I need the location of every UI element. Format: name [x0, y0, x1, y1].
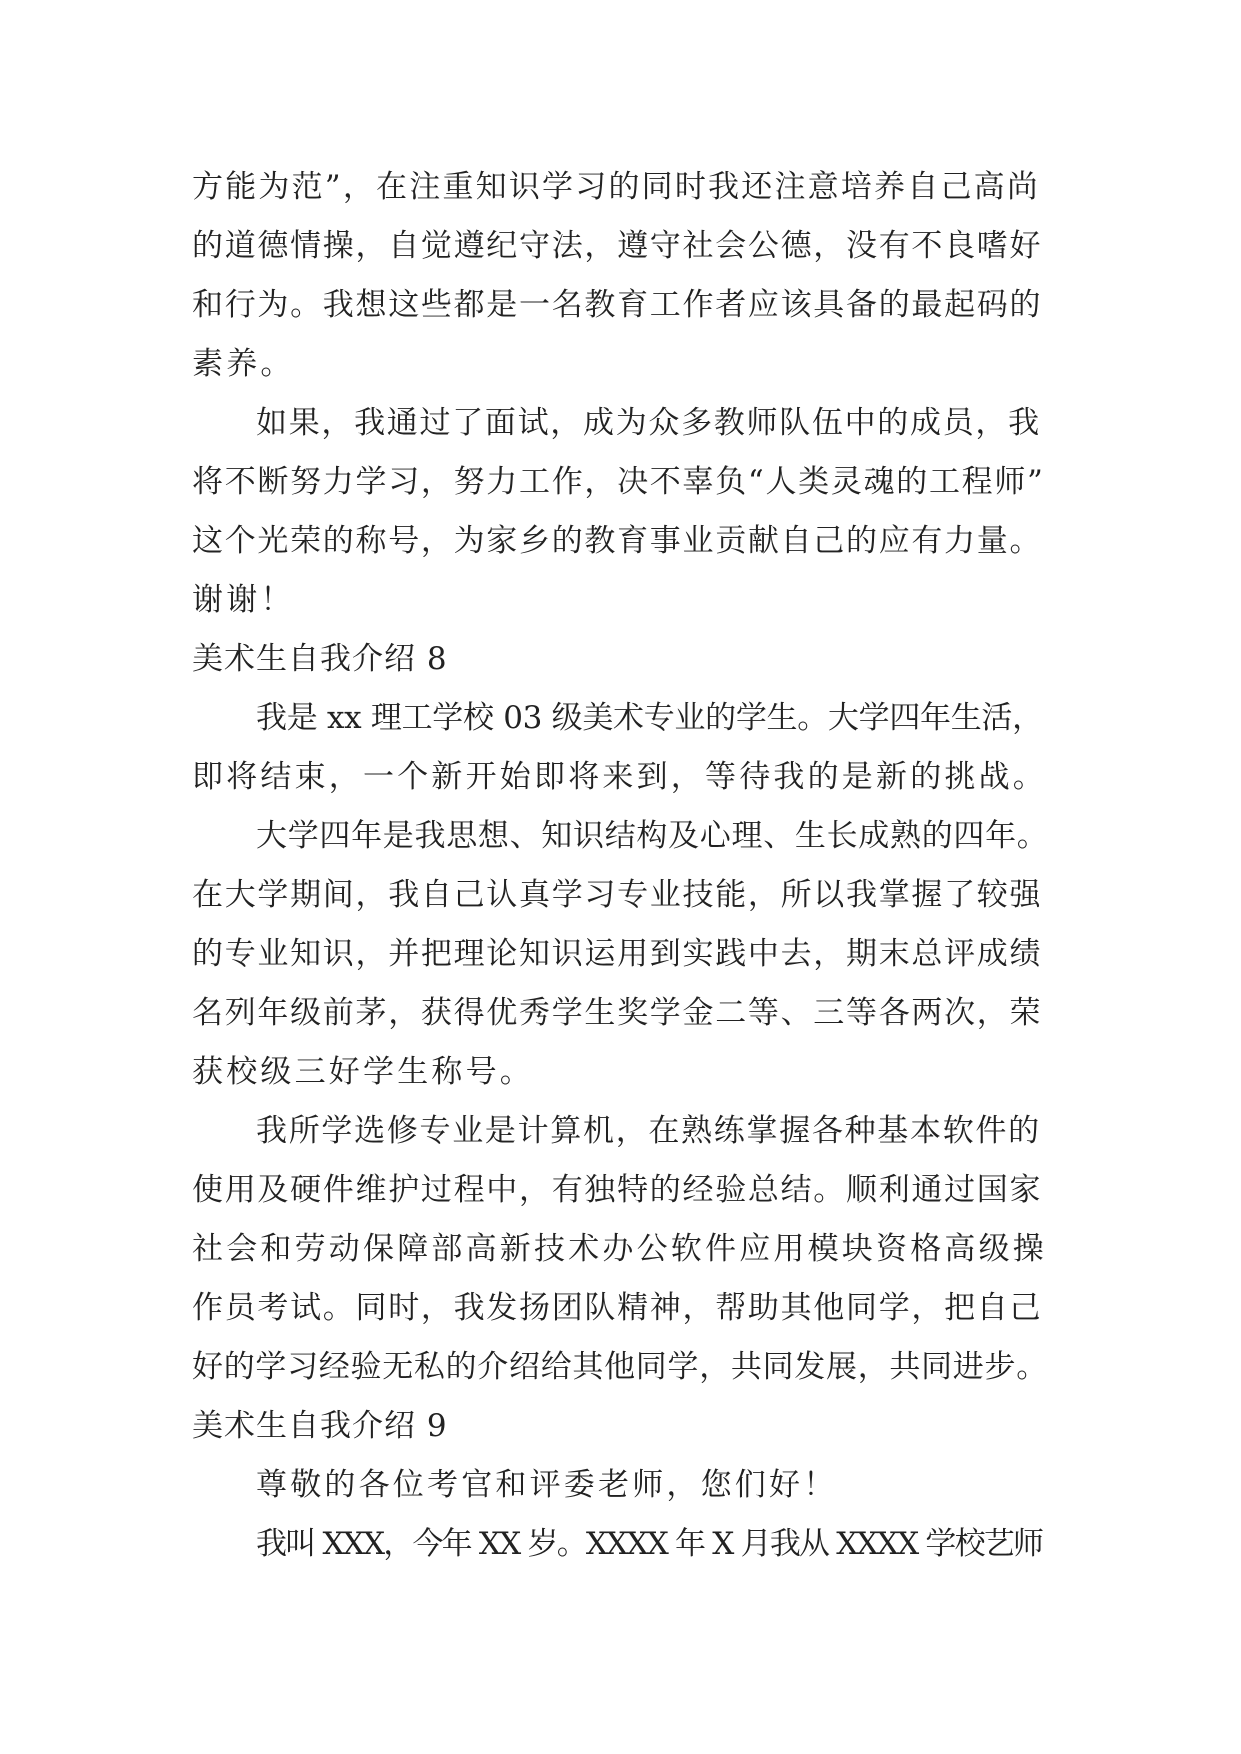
paragraph-start: 大学四年是我思想、知识结构及心理、生长成熟的四年。: [256, 818, 1049, 854]
text-line: 素养。: [192, 346, 295, 382]
paragraph-start: 我是 xx 理工学校 03 级美术专业的学生。大学四年生活，: [256, 700, 1043, 736]
text-line: 的专业知识，并把理论知识运用到实践中去，期末总评成绩: [192, 936, 1043, 972]
text-line: 谢谢！: [192, 582, 295, 618]
paragraph-start: 我所学选修专业是计算机，在熟练掌握各种基本软件的: [256, 1113, 1041, 1149]
paragraph-start: 我叫 XXX，今年 XX 岁。XXXX 年 X 月我从 XXXX 学校艺师: [256, 1526, 1043, 1562]
text-line: 和行为。我想这些都是一名教育工作者应该具备的最起码的: [192, 287, 1043, 323]
text-line: 这个光荣的称号，为家乡的教育事业贡献自己的应有力量。: [192, 523, 1043, 559]
text-line: 方能为范”，在注重知识学习的同时我还注意培养自己高尚: [192, 169, 1041, 205]
text-line: 作员考试。同时，我发扬团队精神，帮助其他同学，把自己: [192, 1290, 1043, 1326]
text-line: 名列年级前茅，获得优秀学生奖学金二等、三等各两次，荣: [192, 995, 1043, 1031]
text-line: 使用及硬件维护过程中，有独特的经验总结。顺利通过国家: [192, 1172, 1043, 1208]
section-heading: 美术生自我介绍 8: [192, 641, 448, 677]
text-line: 社会和劳动保障部高新技术办公软件应用模块资格高级操: [192, 1231, 1047, 1267]
text-line: 的道德情操，自觉遵纪守法，遵守社会公德，没有不良嗜好: [192, 228, 1043, 264]
paragraph-start: 如果，我通过了面试，成为众多教师队伍中的成员，我: [256, 405, 1041, 441]
document-body: [192, 158, 1052, 1574]
text-line: 好的学习经验无私的介绍给其他同学，共同发展，共同进步。: [192, 1349, 1048, 1385]
text-line: 获校级三好学生称号。: [192, 1054, 534, 1090]
text-line: 在大学期间，我自己认真学习专业技能，所以我掌握了较强: [192, 877, 1043, 913]
paragraph-start: 尊敬的各位考官和评委老师，您们好！: [256, 1467, 838, 1503]
section-heading: 美术生自我介绍 9: [192, 1408, 448, 1444]
text-line: 将不断努力学习，努力工作，决不辜负“人类灵魂的工程师”: [192, 464, 1045, 500]
text-line: 即将结束，一个新开始即将来到，等待我的是新的挑战。: [192, 759, 1047, 795]
